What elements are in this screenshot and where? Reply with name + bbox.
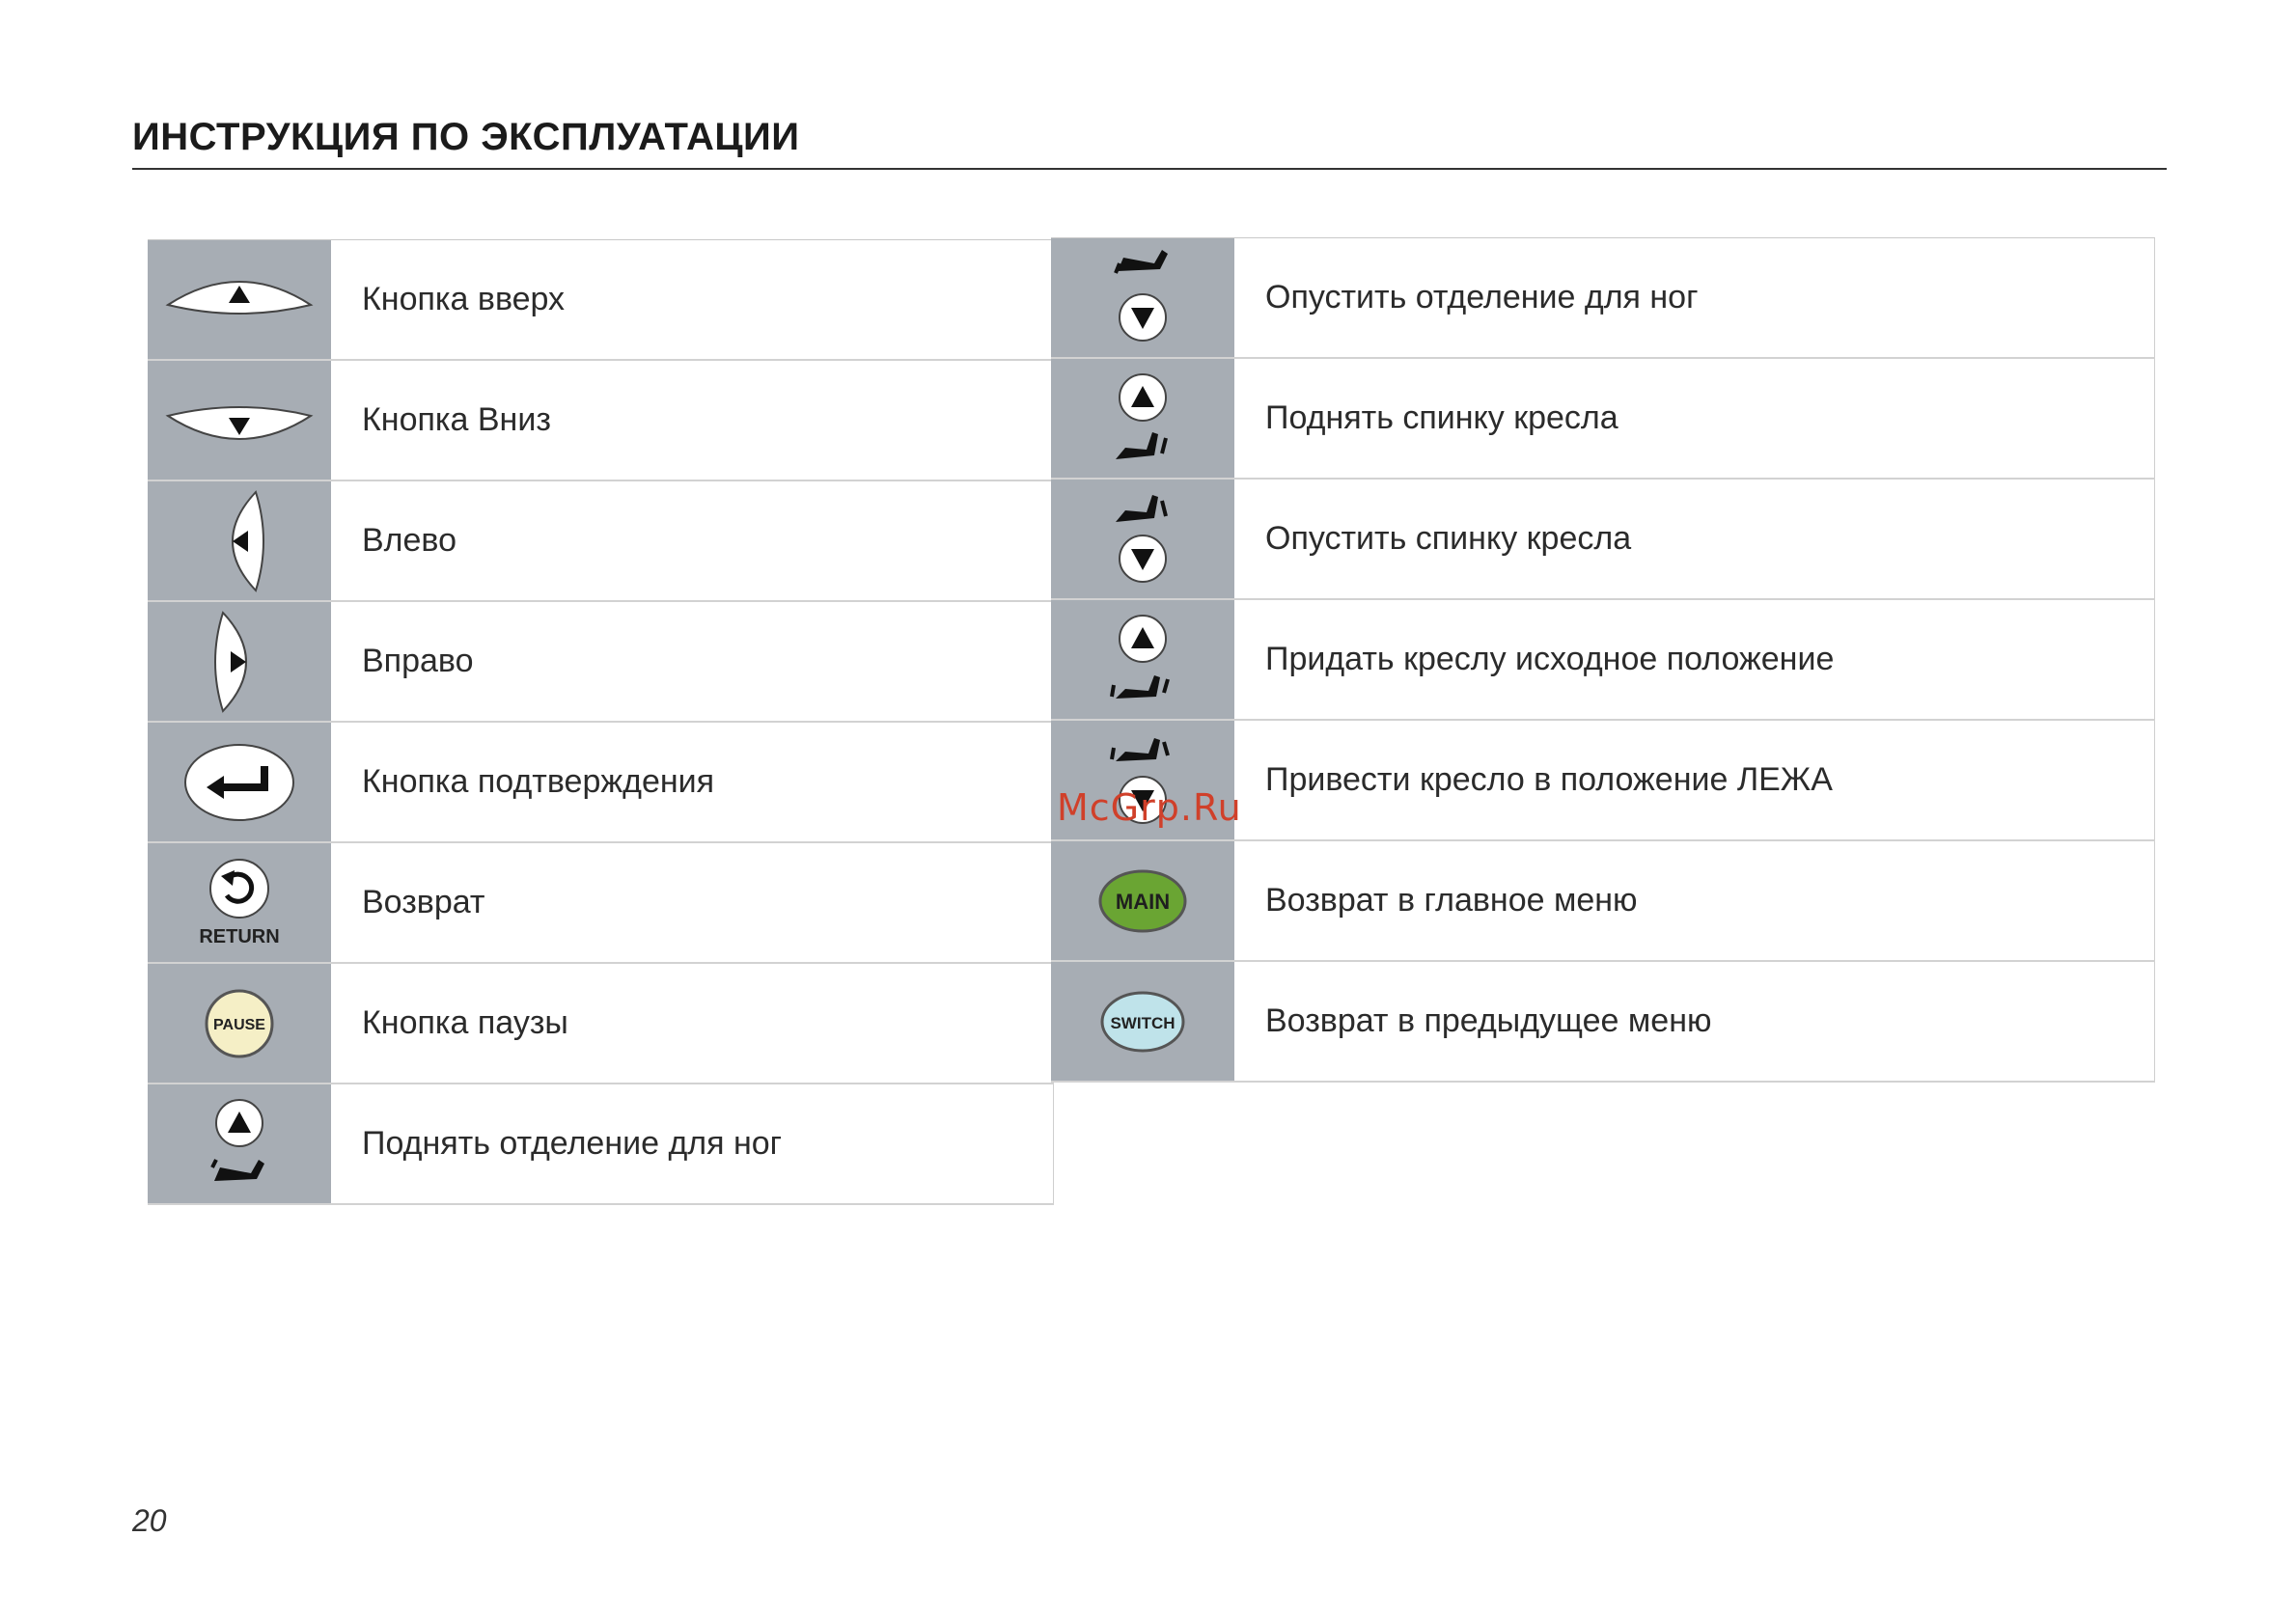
table-row	[1051, 841, 2155, 962]
table-row	[1051, 238, 2155, 359]
title-divider	[132, 168, 2167, 170]
row-label: Возврат	[362, 884, 485, 920]
page-title: ИНСТРУКЦИЯ ПО ЭКСПЛУАТАЦИИ	[132, 116, 800, 158]
row-label: Поднять спинку кресла	[1265, 399, 1618, 436]
table-row	[1051, 359, 2155, 480]
watermark: McGrp.Ru	[1057, 786, 1242, 829]
row-label: Кнопка подтверждения	[362, 763, 715, 800]
row-label: Вправо	[362, 643, 474, 679]
row-label: Кнопка паузы	[362, 1004, 568, 1041]
row-label: Опустить отделение для ног	[1265, 279, 1699, 316]
left-button-table	[148, 239, 1054, 1205]
row-label: Привести кресло в положение ЛЕЖА	[1265, 761, 1833, 798]
row-label: Опустить спинку кресла	[1265, 520, 1632, 557]
page-number: 20	[132, 1503, 167, 1538]
row-label: Влево	[362, 522, 457, 559]
row-label: Поднять отделение для ног	[362, 1125, 783, 1162]
leg-rest-down-icon	[1051, 238, 1234, 357]
leg-rest-up-icon	[148, 1084, 331, 1203]
backrest-down-icon	[1051, 480, 1234, 598]
main-menu-button-icon	[1051, 841, 1234, 960]
row-label: Возврат в предыдущее меню	[1265, 1002, 1712, 1039]
up-arrow-button-icon	[148, 240, 331, 359]
switch-icon-text: SWITCH	[1110, 1013, 1176, 1032]
table-row	[1051, 962, 2155, 1083]
return-icon-text: RETURN	[199, 926, 280, 947]
right-arrow-button-icon	[148, 602, 331, 721]
row-label: Кнопка вверх	[362, 281, 566, 317]
pause-button-icon	[148, 964, 331, 1083]
table-row	[148, 602, 1054, 723]
return-button-icon	[199, 857, 279, 948]
row-label: Придать креслу исходное положение	[1265, 641, 1835, 677]
chair-reset-icon	[1051, 600, 1234, 719]
table-row	[148, 843, 1054, 964]
main-icon-text: MAIN	[1115, 889, 1171, 914]
enter-button-icon	[148, 723, 331, 841]
backrest-up-icon	[1051, 359, 1234, 478]
table-row	[148, 723, 1054, 843]
switch-button-icon	[1051, 962, 1234, 1081]
table-row	[148, 964, 1054, 1084]
pause-icon-text: PAUSE	[213, 1016, 265, 1033]
table-row	[148, 1084, 1054, 1205]
table-row	[148, 240, 1054, 361]
table-row	[1051, 600, 2155, 721]
left-arrow-button-icon	[148, 481, 331, 600]
row-label: Возврат в главное меню	[1265, 882, 1638, 919]
down-arrow-button-icon	[148, 361, 331, 480]
right-button-table	[1051, 237, 2155, 1083]
table-row	[148, 481, 1054, 602]
table-row	[148, 361, 1054, 481]
table-row	[1051, 480, 2155, 600]
row-label: Кнопка Вниз	[362, 401, 551, 438]
